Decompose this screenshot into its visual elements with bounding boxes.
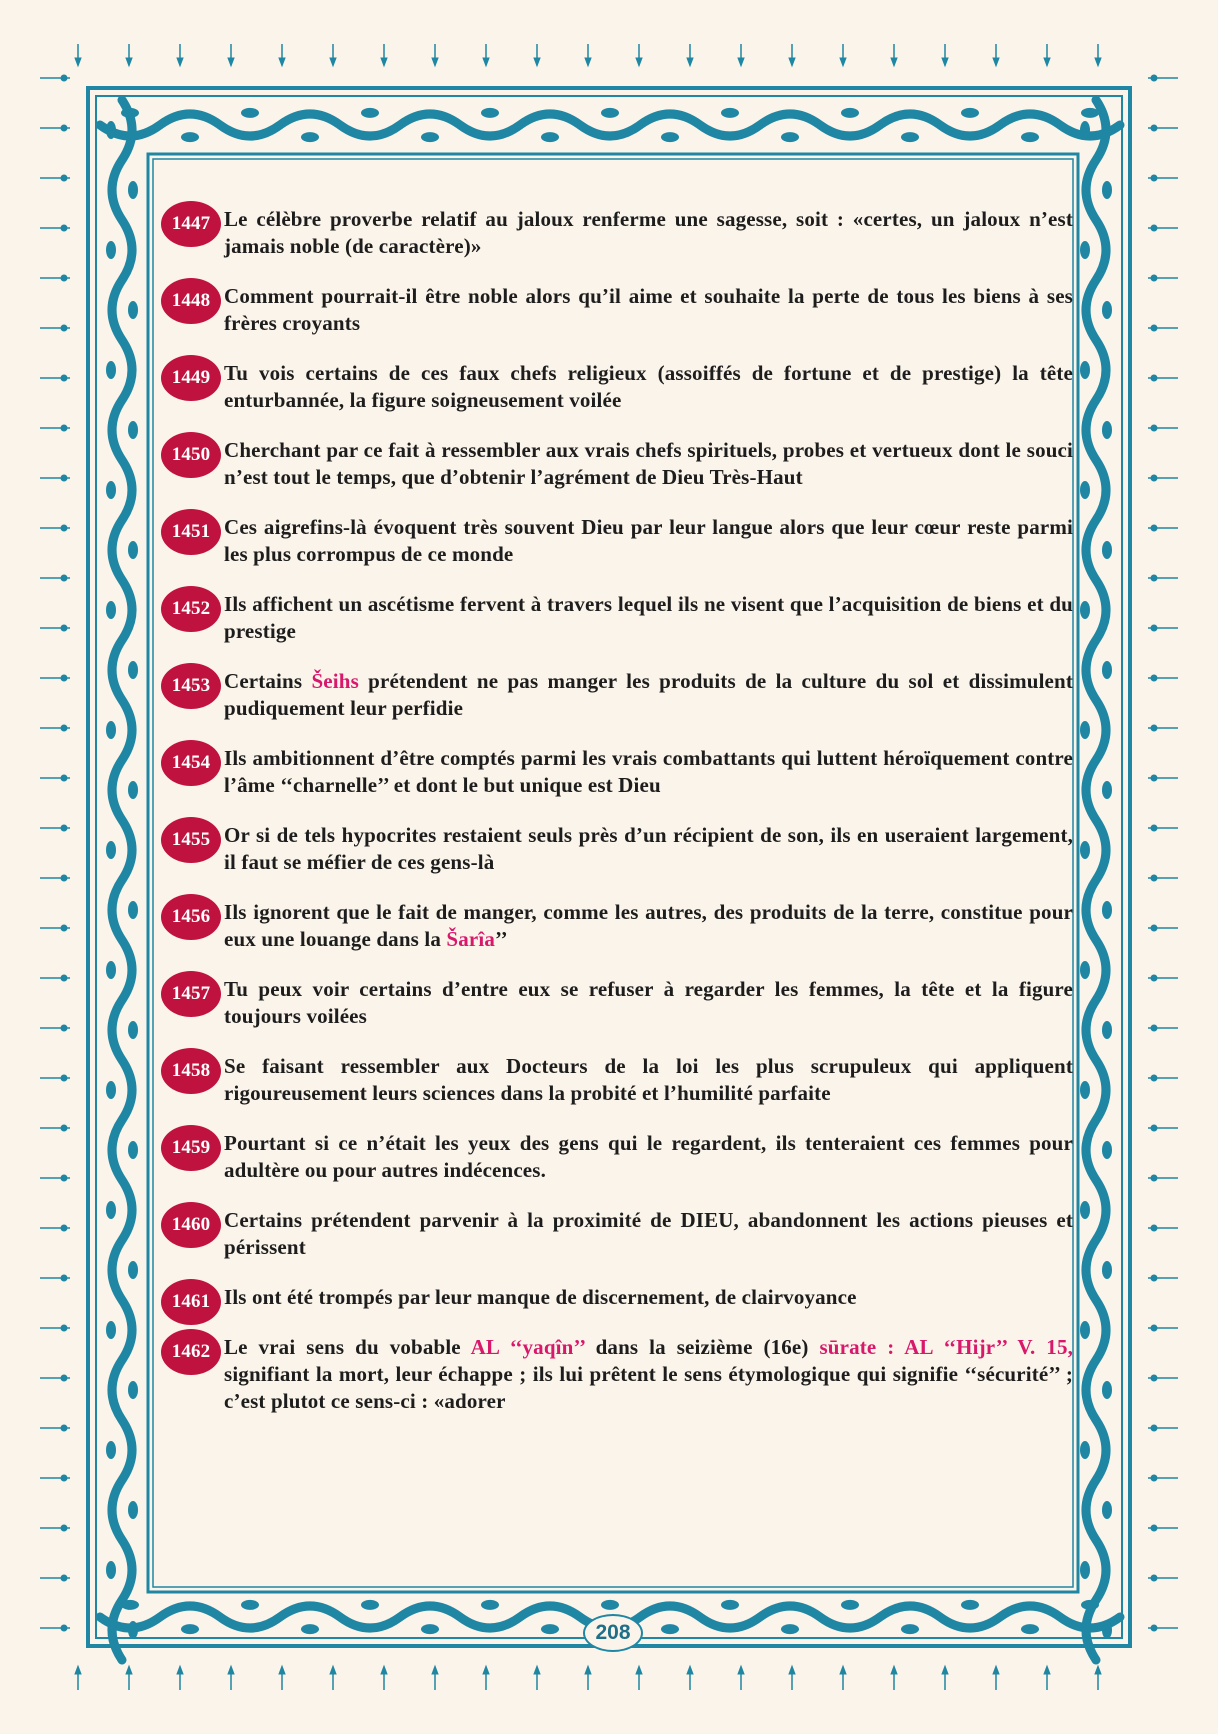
verse-number-badge: 1461	[161, 1279, 221, 1325]
verse-number-badge: 1457	[161, 971, 221, 1017]
verse-text	[224, 669, 1073, 720]
verse-item	[158, 976, 1073, 1030]
verse-text-segment: Le vrai sens du vobable	[224, 1335, 471, 1359]
verse-number-badge: 1460	[161, 1202, 221, 1248]
verse-text-segment: dans la seizième (16e)	[584, 1335, 820, 1359]
verse-text-segment: Se faisant ressembler aux Docteurs de la loi les plus scrupuleux qui appliquent rigoureusement leurs sciences dans la probité et l’humilité parfaite	[224, 1054, 1073, 1105]
verse-number-badge: 1452	[161, 586, 221, 632]
verse-item	[158, 1130, 1073, 1184]
verse-item	[158, 514, 1073, 568]
verse-text	[224, 1335, 1073, 1413]
verse-number-badge: 1453	[161, 663, 221, 709]
verse-text	[224, 1208, 1073, 1259]
verse-text-segment: prétendent ne pas manger les produits de la culture du sol et dissimulent pudiquement leur perfidie	[224, 669, 1073, 720]
highlighted-term: AL ‘‘yaqîn’’	[470, 1335, 585, 1359]
verse-number-badge: 1447	[161, 201, 221, 247]
verse-text	[224, 1131, 1073, 1182]
verse-text-segment: signifiant la mort, leur échappe ; ils lui prêtent le sens étymologique qui signifie ‘‘sécurité’’ ; c’est plutot ce sens-ci : «adorer	[224, 1362, 1073, 1413]
highlighted-term: Šeihs	[311, 669, 359, 693]
verse-text	[224, 284, 1073, 335]
highlighted-term: Šarîa	[446, 927, 496, 951]
verse-text-segment: Comment pourrait-il être noble alors qu’il aime et souhaite la perte de tous les biens à ses frères croyants	[224, 284, 1073, 335]
verse-item	[158, 360, 1073, 414]
verse-text-segment: Tu vois certains de ces faux chefs religieux (assoiffés de fortune et de prestige) la tête enturbannée, la figure soigneusement voilée	[224, 361, 1073, 412]
verse-text	[224, 977, 1073, 1028]
verse-number-badge: 1454	[161, 740, 221, 786]
verse-item	[158, 1334, 1073, 1415]
verse-item	[158, 1207, 1073, 1261]
verse-text	[224, 438, 1073, 489]
verse-item	[158, 745, 1073, 799]
verse-number-badge: 1449	[161, 355, 221, 401]
verse-item	[158, 1284, 1073, 1311]
verse-number-badge: 1448	[161, 278, 221, 324]
verse-text	[224, 592, 1073, 643]
verse-text-segment: Ils ignorent que le fait de manger, comme les autres, des produits de la terre, constitue pour eux une louange dans la	[224, 900, 1073, 951]
verse-text	[224, 746, 1073, 797]
verse-number-badge: 1458	[161, 1048, 221, 1094]
verse-text-segment: Ils affichent un ascétisme fervent à travers lequel ils ne visent que l’acquisition de biens et du prestige	[224, 592, 1073, 643]
verse-text-segment: Or si de tels hypocrites restaient seuls près d’un récipient de son, ils en useraient largement, il faut se méfier de ces gens-là	[224, 823, 1073, 874]
verse-text-segment: Certains	[224, 669, 312, 693]
verse-text	[224, 1285, 857, 1309]
verse-text-segment: Pourtant si ce n’était les yeux des gens qui le regardent, ils tenteraient ces femmes pour adultère ou pour autres indécences.	[224, 1131, 1073, 1182]
verse-number-badge: 1462	[161, 1329, 221, 1375]
verse-number-badge: 1456	[161, 894, 221, 940]
verse-item	[158, 206, 1073, 260]
verse-item	[158, 591, 1073, 645]
verse-text-segment: Ces aigrefins-là évoquent très souvent Dieu par leur langue alors que leur cœur reste parmi les plus corrompus de ce monde	[224, 515, 1073, 566]
verse-text-segment: ’’	[495, 927, 508, 951]
verse-text-segment: Certains prétendent parvenir à la proximité de DIEU, abandonnent les actions pieuses et périssent	[224, 1208, 1073, 1259]
verse-item	[158, 283, 1073, 337]
verse-item	[158, 1053, 1073, 1107]
verse-item	[158, 899, 1073, 953]
verse-number-badge: 1459	[161, 1125, 221, 1171]
verse-item	[158, 668, 1073, 722]
page-number: 208	[583, 1614, 643, 1652]
highlighted-term: sūrate : AL ‘‘Hijr’’ V. 15,	[819, 1335, 1074, 1359]
verse-number-badge: 1451	[161, 509, 221, 555]
verse-text-segment: Ils ont été trompés par leur manque de discernement, de clairvoyance	[224, 1285, 857, 1309]
verse-text	[224, 1054, 1073, 1105]
verse-text	[224, 207, 1073, 258]
verse-text-segment: Ils ambitionnent d’être comptés parmi les vrais combattants qui luttent héroïquement contre l’âme ‘‘charnelle’’ et dont le but unique est Dieu	[224, 746, 1073, 797]
verse-text	[224, 900, 1073, 951]
verse-number-badge: 1450	[161, 432, 221, 478]
verse-text	[224, 361, 1073, 412]
verse-text-segment: Le célèbre proverbe relatif au jaloux renferme une sagesse, soit : «certes, un jaloux n’est jamais noble (de caractère)»	[224, 207, 1073, 258]
verse-list	[158, 206, 1073, 1438]
verse-text	[224, 823, 1073, 874]
verse-text-segment: Cherchant par ce fait à ressembler aux vrais chefs spirituels, probes et vertueux dont le souci n’est tout le temps, que d’obtenir l’agrément de Dieu Très-Haut	[224, 438, 1073, 489]
verse-number-badge: 1455	[161, 817, 221, 863]
verse-text-segment: Tu peux voir certains d’entre eux se refuser à regarder les femmes, la tête et la figure toujours voilées	[224, 977, 1073, 1028]
verse-text	[224, 515, 1073, 566]
verse-item	[158, 437, 1073, 491]
verse-item	[158, 822, 1073, 876]
